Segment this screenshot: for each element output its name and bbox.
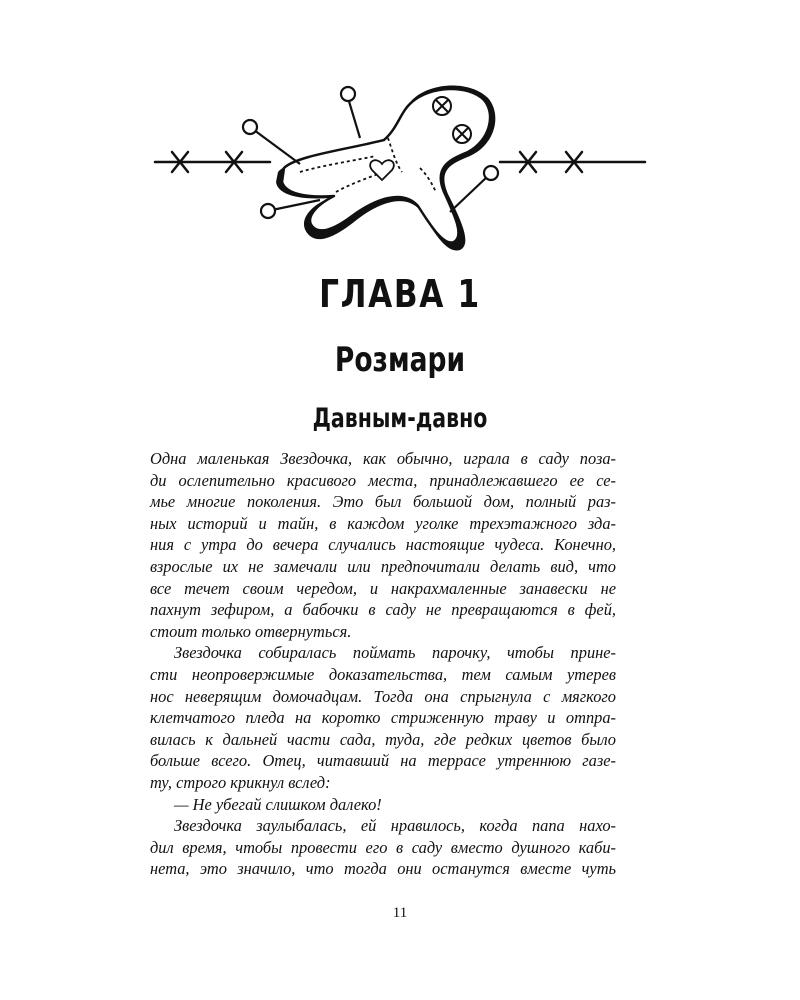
text-line: сти неопровержимые доказательства, тем самым утерев [150,664,616,684]
text-line: стоит только отвернуться. [150,621,352,641]
text-line: ния с утра до вечера случались настоящие чудеса. Конечно, [150,535,616,555]
text-line: Звездочка собиралась поймать парочку, чтобы прине- [174,643,616,663]
text-line: мье многие поколения. Это был большой дом, полный раз- [150,492,616,512]
text-line: нос неверящим домочадцам. Тогда она спрыгнула с мягкого [150,686,616,706]
text-line: клетчатого пледа на коротко стриженную траву и отпра- [150,708,616,728]
text-line: взрослые их не замечали или предпочитали делать вид, что [150,556,616,576]
stitched-line-left [155,152,270,172]
text-line: ных историй и тайн, в каждом уголке трехэтажного зда- [150,513,616,533]
text-line: Звездочка заулыбалась, ей нравилось, когда папа нахо- [174,816,616,836]
text-line: нета, это значило, что тогда они останутся вместе чуть [150,859,616,879]
stitched-line-right [500,152,645,172]
text-line: пахнут зефиром, а бабочки в саду не превращаются в фей, [150,600,616,620]
chapter-heading: ГЛАВА 1 [319,272,481,316]
text-line: вилась к дальней части сада, туда, где редких цветов было [150,729,616,749]
body-text [150,448,616,880]
text-line: ту, строго крикнул вслед: [150,772,331,792]
chapter-title: Розмари [334,340,466,380]
text-line: Одна маленькая Звездочка, как обычно, играла в саду поза- [150,449,616,468]
text-line: дил время, чтобы провести его в саду вместо душного каби- [150,837,616,857]
section-title: Давным-давно [312,403,488,434]
text-line: все течет своим чередом, и накрахмаленные занавески не [150,578,616,598]
text-line: ди ослепительно красивого места, принадлежавшего ее се- [150,470,616,490]
voodoo-doll-illustration [150,72,650,262]
text-line: — Не убегай слишком далеко! [174,794,382,814]
page-number: 11 [392,905,408,921]
text-line: больше всего. Отец, читавший на террасе утреннюю газе- [150,751,616,771]
